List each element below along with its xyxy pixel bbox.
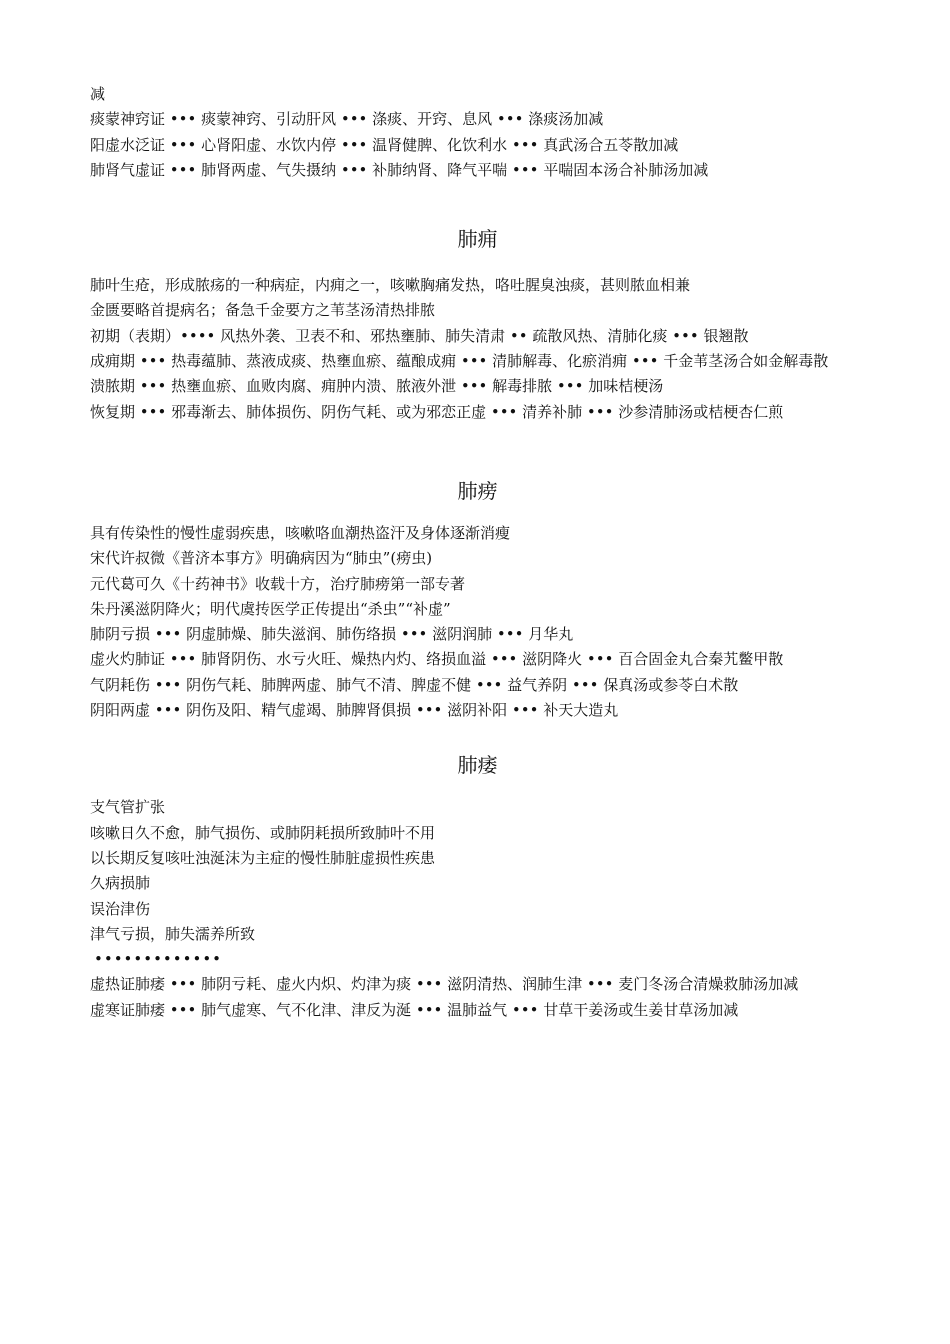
text-line: 虚寒证肺痿 ••• 肺气虚寒、气不化津、津反为涎 ••• 温肺益气 ••• 甘草干姜汤或生姜甘草汤加减	[90, 1000, 739, 1019]
text-line: 恢复期 ••• 邪毒渐去、肺体损伤、阴伤气耗、或为邪恋正虚 ••• 清养补肺 ••• 沙参清肺汤或桔梗杏仁煎	[90, 402, 784, 421]
intro-section	[90, 82, 865, 183]
section-title: 肺痈	[457, 227, 498, 252]
document-page	[90, 82, 865, 1023]
text-line: 久病损肺	[90, 874, 151, 893]
text-line: 津气亏损，肺失濡养所致	[90, 924, 256, 943]
dot-separator: •••••••••••••	[94, 950, 223, 969]
text-line: 减	[90, 85, 106, 103]
text-line: 阳虚水泛证 ••• 心肾阳虚、水饮内停 ••• 温肾健脾、化饮利水 ••• 真武汤合五苓散加减	[90, 135, 679, 154]
text-line: 肺阴亏损 ••• 阴虚肺燥、肺失滋润、肺伤络损 ••• 滋阴润肺 ••• 月华丸	[90, 625, 574, 644]
text-line: 虚火灼肺证 ••• 肺肾阴伤、水亏火旺、燥热内灼、络损血溢 ••• 滋阴降火 ••• 百合固金丸合秦艽鳖甲散	[90, 650, 784, 669]
text-line: 虚热证肺痿 ••• 肺阴亏耗、虚火内炽、灼津为痰 ••• 滋阴清热、润肺生津 ••• 麦门冬汤合清燥救肺汤加减	[90, 975, 799, 994]
text-line: 宋代许叔微《普济本事方》明确病因为“肺虫”(痨虫)	[90, 549, 433, 568]
section-feiyong	[90, 225, 865, 425]
text-line: 误治津伤	[90, 899, 151, 918]
text-line: 初期（表期）•••• 风热外袭、卫表不和、邪热壅肺、肺失清肃 •• 疏散风热、清肺化痰 ••• 银翘散	[90, 326, 749, 345]
text-line: 具有传染性的慢性虚弱疾患，咳嗽咯血潮热盗汗及身体逐渐消瘦	[90, 523, 511, 542]
text-line: 溃脓期 ••• 热壅血瘀、血败肉腐、痈肿内溃、脓液外泄 ••• 解毒排脓 ••• 加味桔梗汤	[90, 377, 664, 396]
text-line: 金匮要略首提病名；备急千金要方之苇茎汤清热排脓	[90, 301, 436, 320]
text-line: 成痈期 ••• 热毒蕴肺、蒸液成痰、热壅血瘀、蕴酿成痈 ••• 清肺解毒、化瘀消痈 ••• 千金苇茎汤合如金解毒散	[90, 352, 829, 371]
text-line: 痰蒙神窍证 ••• 痰蒙神窍、引动肝风 ••• 涤痰、开窍、息风 ••• 涤痰汤加减	[90, 110, 604, 129]
section-title: 肺痨	[457, 478, 498, 503]
section-feiwei	[90, 751, 865, 1023]
text-line: 气阴耗伤 ••• 阴伤气耗、肺脾两虚、肺气不清、脾虚不健 ••• 益气养阴 ••• 保真汤或参苓白术散	[90, 675, 739, 694]
section-title: 肺痿	[457, 753, 498, 778]
text-line: 以长期反复咳吐浊涎沫为主症的慢性肺脏虚损性疾患	[90, 848, 436, 867]
section-feilao	[90, 477, 865, 723]
text-line: 元代葛可久《十药神书》收载十方，治疗肺痨第一部专著	[90, 574, 466, 593]
text-line: 咳嗽日久不愈，肺气损伤、或肺阴耗损所致肺叶不用	[90, 823, 436, 842]
text-line: 肺叶生疮，形成脓疡的一种病症，内痈之一，咳嗽胸痛发热，咯吐腥臭浊痰，甚则脓血相兼	[90, 276, 691, 295]
text-line: 朱丹溪滋阴降火；明代虞抟医学正传提出“杀虫”“补虚”	[90, 599, 451, 618]
text-line: 肺肾气虚证 ••• 肺肾两虚、气失摄纳 ••• 补肺纳肾、降气平喘 ••• 平喘固本汤合补肺汤加减	[90, 160, 709, 179]
text-line: 阴阳两虚 ••• 阴伤及阳、精气虚竭、肺脾肾俱损 ••• 滋阴补阳 ••• 补天大造丸	[90, 701, 619, 720]
text-line: 支气管扩张	[90, 798, 166, 817]
